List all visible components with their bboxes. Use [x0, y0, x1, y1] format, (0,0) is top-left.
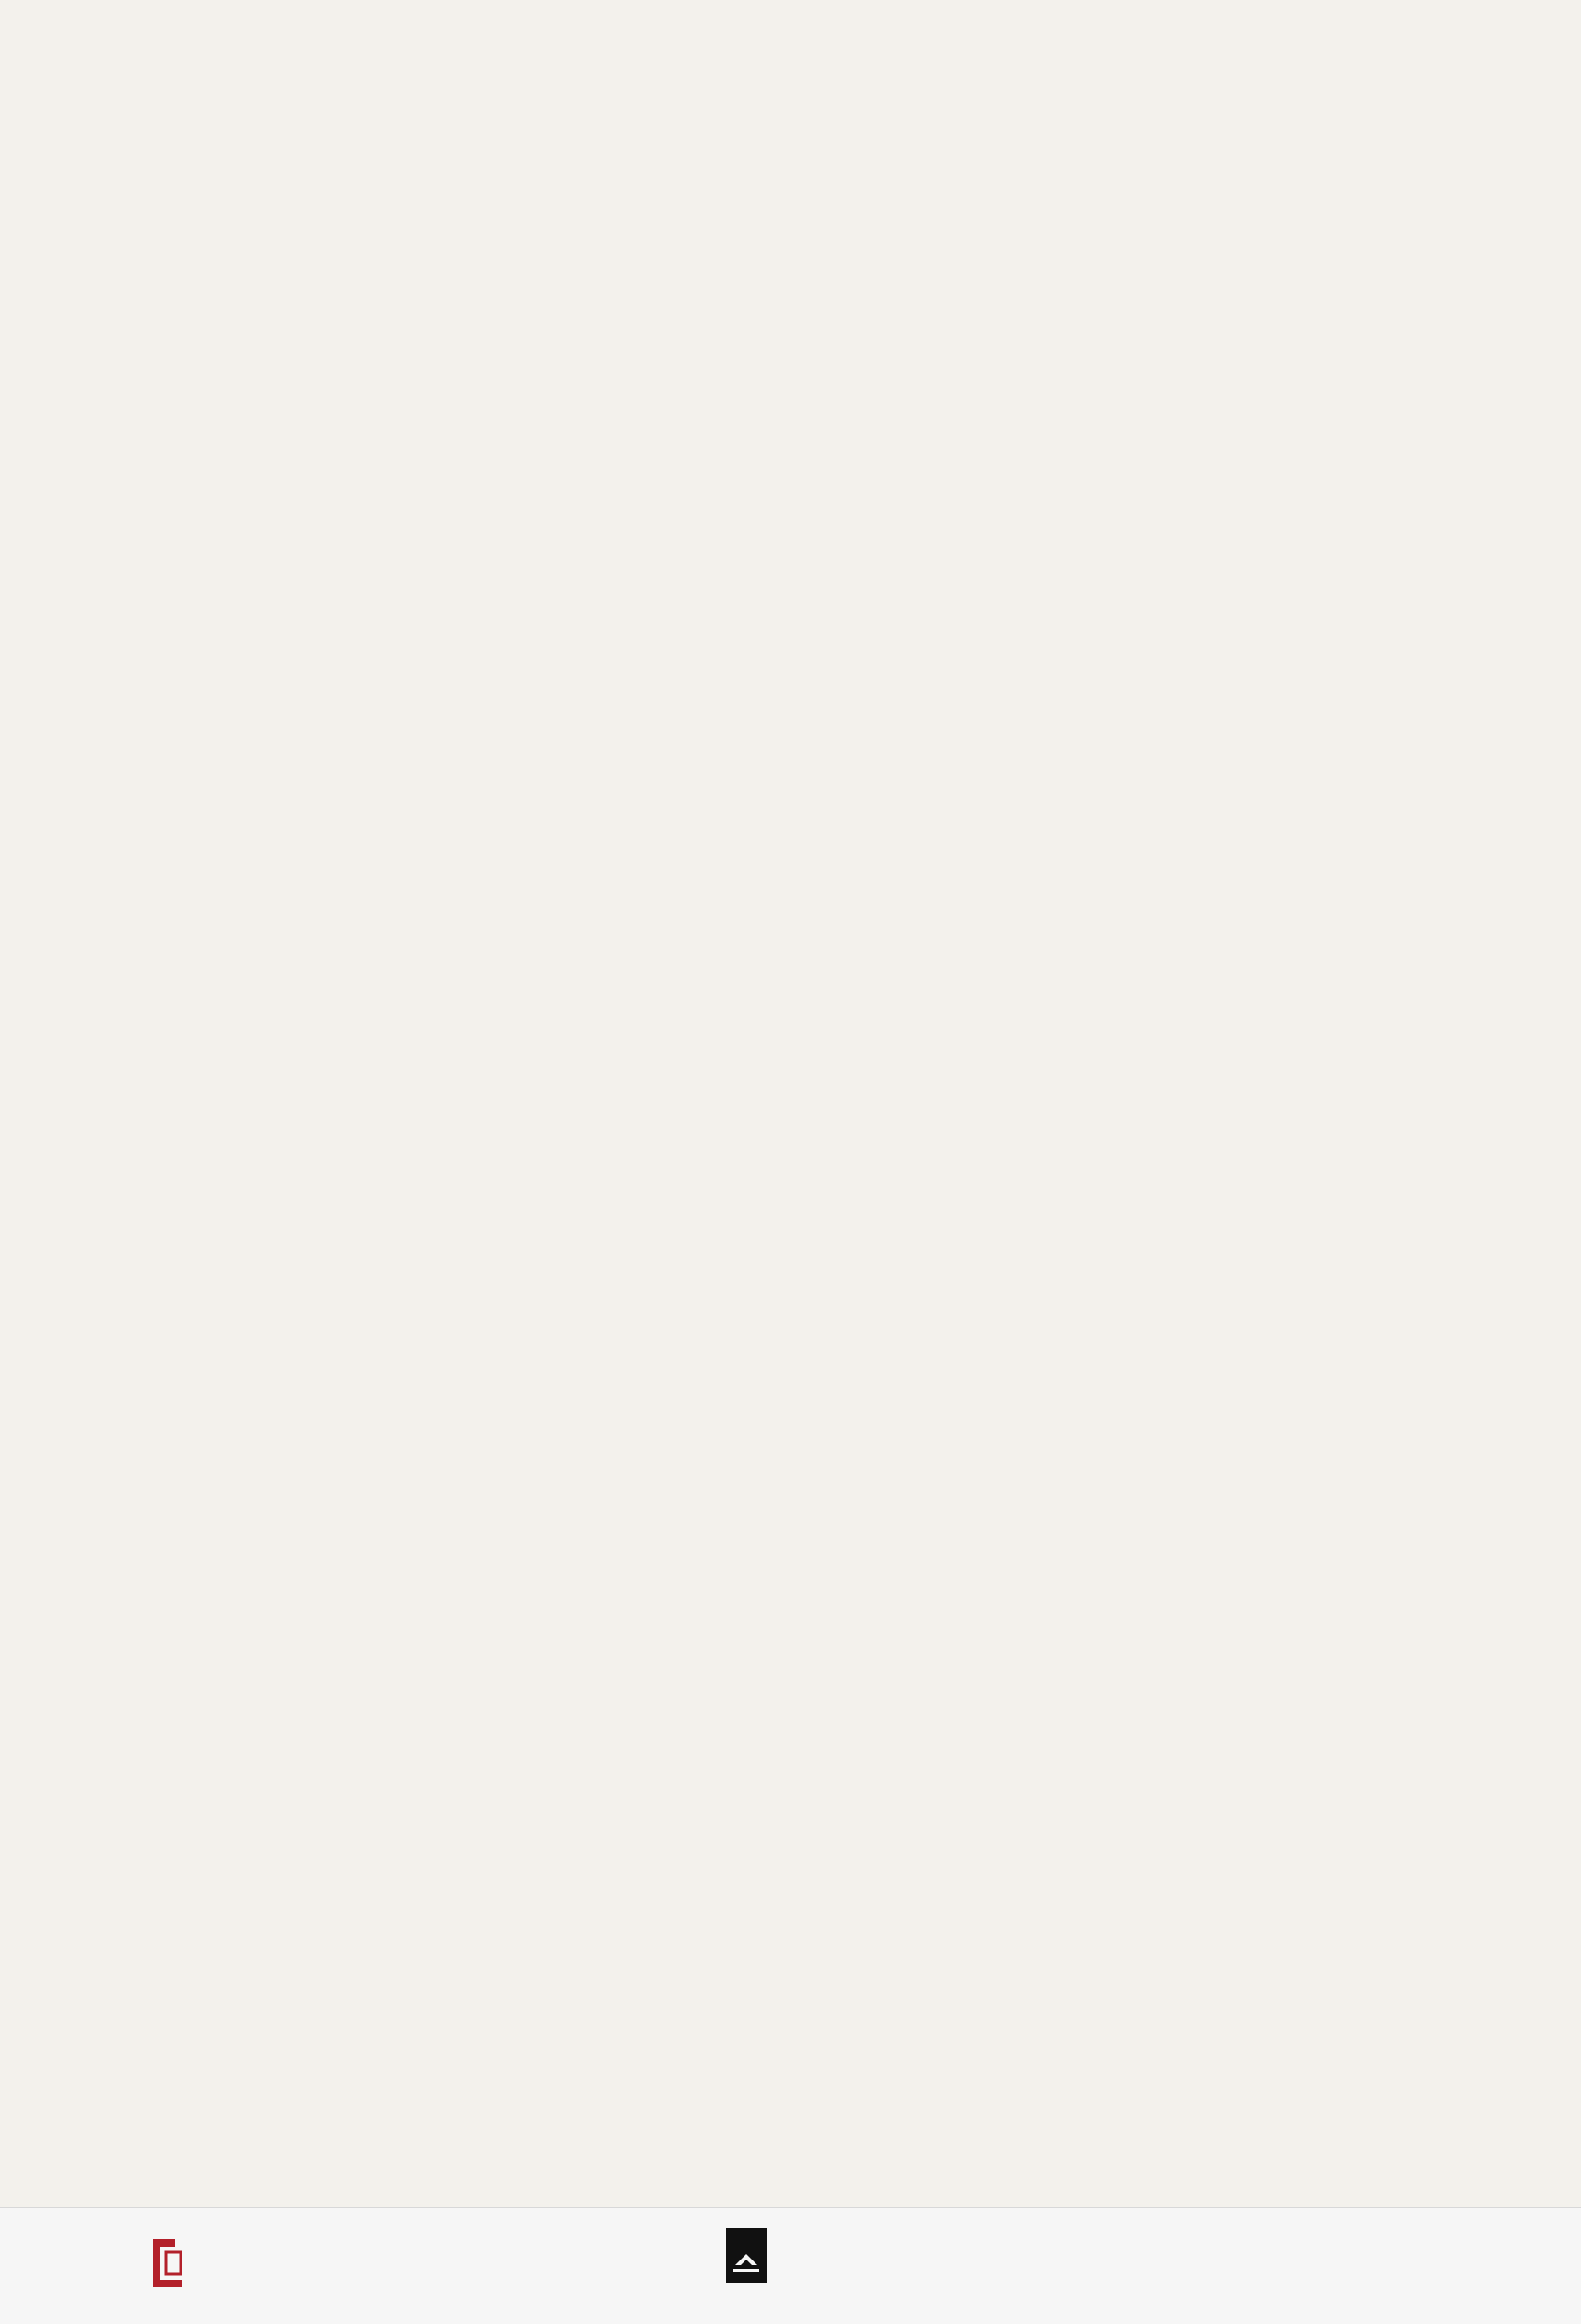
catalog-entries-bottom [129, 1267, 1400, 1372]
kunstbibliothek-mark-icon [726, 2228, 767, 2283]
kunstbibliothek-logo[interactable] [726, 2228, 1002, 2283]
entry-line [278, 1320, 1400, 1358]
entry-line [278, 1267, 1400, 1305]
university-library-logo[interactable] [26, 2234, 192, 2293]
heidelberg-emblem-icon [147, 2234, 188, 2293]
catalog-entry-448 [129, 1267, 1400, 1305]
catalog-entry-454 [129, 1320, 1400, 1358]
footer-bar [0, 2207, 1581, 2324]
